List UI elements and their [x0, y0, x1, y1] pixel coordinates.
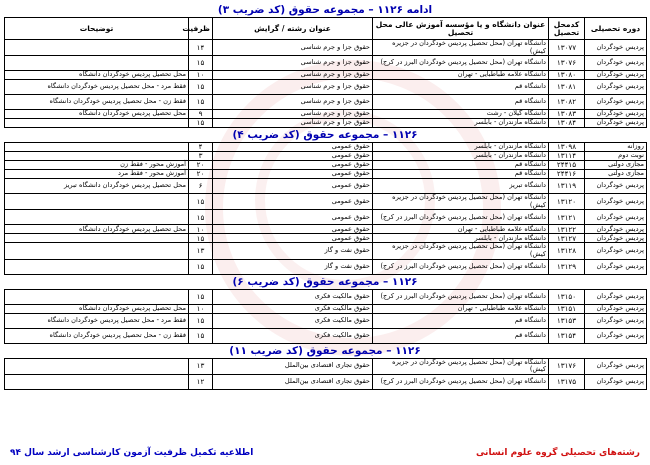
cell-cap: ۱۵: [189, 56, 213, 71]
cell-field: حقوق جزا و جرم شناسی: [213, 56, 373, 71]
cell-desc: محل تحصیل پردیس خودگردان دانشگاه تبریز: [5, 179, 189, 194]
table-row: [5, 170, 647, 179]
cell-course: مجازی دولتی: [585, 170, 647, 179]
cell-univ: دانشگاه قم: [373, 95, 549, 110]
cell-course: پردیس خودگردان: [585, 179, 647, 194]
cell-univ: دانشگاه تهران (محل تحصیل پردیس خودگردان البرز در کرج): [373, 210, 549, 225]
cell-course: پردیس خودگردان: [585, 194, 647, 210]
table-row: [5, 374, 647, 389]
cell-desc: آموزش محور - فقط مرد: [5, 170, 189, 179]
cell-univ: دانشگاه تهران (محل تحصیل پردیس خودگردان البرز در کرج): [373, 56, 549, 71]
cell-desc: [5, 210, 189, 225]
header-code: کدمحل تحصیل: [549, 18, 585, 40]
cell-univ: دانشگاه مازندران - بابلسر: [373, 119, 549, 128]
cell-desc: فقط زن - محل تحصیل پردیس خودگردان دانشگاه: [5, 95, 189, 110]
cell-univ: دانشگاه گیلان - رشت: [373, 110, 549, 119]
cell-cap: ۱۰: [189, 225, 213, 234]
cell-code: ۱۳۱۲۱: [549, 210, 585, 225]
cell-univ: دانشگاه تهران (محل تحصیل پردیس خودگردان در جزیره کیش): [373, 358, 549, 374]
cell-desc: آموزش محور - فقط زن: [5, 161, 189, 170]
cell-code: ۱۳۱۲۸: [549, 243, 585, 259]
cell-desc: محل تحصیل پردیس خودگردان دانشگاه: [5, 225, 189, 234]
table-row: [5, 119, 647, 128]
cell-univ: دانشگاه قم: [373, 80, 549, 95]
cell-course: پردیس خودگردان: [585, 95, 647, 110]
cell-univ: دانشگاه علامه طباطبایی - تهران: [373, 304, 549, 313]
table-row: [5, 210, 647, 225]
table-row: [5, 289, 647, 304]
cell-univ: دانشگاه تهران (محل تحصیل پردیس خودگردان در جزیره کیش): [373, 194, 549, 210]
table-row: [5, 80, 647, 95]
table-row: [5, 225, 647, 234]
cell-course: پردیس خودگردان: [585, 71, 647, 80]
cell-field: حقوق عمومی: [213, 210, 373, 225]
table-row: [5, 40, 647, 56]
cell-field: حقوق مالکیت فکری: [213, 304, 373, 313]
cell-field: حقوق عمومی: [213, 143, 373, 152]
cell-code: ۱۳۱۲۰: [549, 194, 585, 210]
table-row: [5, 143, 647, 152]
cell-cap: ۱۵: [189, 328, 213, 343]
cell-desc: محل تحصیل پردیس خودگردان دانشگاه: [5, 71, 189, 80]
capacity-table: [4, 358, 647, 390]
cell-desc: [5, 289, 189, 304]
cell-course: پردیس خودگردان: [585, 40, 647, 56]
cell-field: حقوق جزا و جرم شناسی: [213, 40, 373, 56]
cell-desc: [5, 243, 189, 259]
cell-cap: ۱۵: [189, 95, 213, 110]
cell-univ: دانشگاه علامه طباطبایی - تهران: [373, 225, 549, 234]
cell-univ: دانشگاه تبریز: [373, 179, 549, 194]
table-row: [5, 313, 647, 328]
cell-univ: دانشگاه تهران (محل تحصیل پردیس خودگردان البرز در کرج): [373, 289, 549, 304]
cell-cap: ۴: [189, 143, 213, 152]
cell-cap: ۱۰: [189, 71, 213, 80]
cell-code: ۱۳۱۲۷: [549, 234, 585, 243]
cell-field: حقوق جزا و جرم شناسی: [213, 95, 373, 110]
table-row: [5, 358, 647, 374]
cell-cap: ۲۰: [189, 170, 213, 179]
cell-univ: دانشگاه قم: [373, 161, 549, 170]
cell-desc: محل تحصیل پردیس خودگردان دانشگاه: [5, 304, 189, 313]
cell-univ: دانشگاه تهران (محل تحصیل پردیس خودگردان البرز در کرج): [373, 259, 549, 274]
header-univ: عنوان دانشگاه و یا مؤسسه آموزش عالی محل تحصیل: [373, 18, 549, 40]
cell-cap: ۱۵: [189, 289, 213, 304]
cell-field: حقوق مالکیت فکری: [213, 289, 373, 304]
cell-course: پردیس خودگردان: [585, 56, 647, 71]
cell-desc: [5, 358, 189, 374]
cell-cap: ۱۵: [189, 80, 213, 95]
cell-field: حقوق عمومی: [213, 152, 373, 161]
cell-desc: [5, 143, 189, 152]
table-row: [5, 161, 647, 170]
cell-course: پردیس خودگردان: [585, 80, 647, 95]
cell-desc: [5, 119, 189, 128]
cell-course: پردیس خودگردان: [585, 374, 647, 389]
cell-code: ۲۴۴۱۵: [549, 161, 585, 170]
capacity-table: [4, 17, 647, 128]
cell-code: ۱۳۱۱۹: [549, 179, 585, 194]
cell-code: ۱۳۰۸۲: [549, 95, 585, 110]
cell-desc: [5, 194, 189, 210]
table-row: [5, 56, 647, 71]
cell-field: حقوق تجاری اقتصادی بین‌الملل: [213, 374, 373, 389]
cell-univ: دانشگاه مازندران - بابلسر: [373, 143, 549, 152]
cell-desc: فقط مرد - محل تحصیل پردیس خودگردان دانشگاه: [5, 80, 189, 95]
header-desc: توضیحات: [5, 18, 189, 40]
cell-cap: ۱۵: [189, 210, 213, 225]
cell-field: حقوق عمومی: [213, 161, 373, 170]
cell-course: پردیس خودگردان: [585, 110, 647, 119]
cell-course: پردیس خودگردان: [585, 259, 647, 274]
cell-field: حقوق نفت و گاز: [213, 243, 373, 259]
cell-code: ۱۳۰۸۳: [549, 110, 585, 119]
cell-univ: دانشگاه تهران (محل تحصیل پردیس خودگردان البرز در کرج): [373, 374, 549, 389]
footer-notice-title: اطلاعیه تکمیل ظرفیت آزمون کارشناسی ارشد سال ۹۴: [10, 448, 254, 458]
cell-cap: ۱۵: [189, 119, 213, 128]
cell-field: حقوق عمومی: [213, 225, 373, 234]
cell-field: حقوق عمومی: [213, 194, 373, 210]
cell-course: پردیس خودگردان: [585, 225, 647, 234]
cell-cap: ۱۵: [189, 259, 213, 274]
cell-field: حقوق مالکیت فکری: [213, 328, 373, 343]
cell-desc: [5, 56, 189, 71]
header-field: عنوان رشته / گرایش: [213, 18, 373, 40]
cell-cap: ۱۵: [189, 194, 213, 210]
section-title: ۱۱۲۶ – مجموعه حقوق (کد ضریب ۶): [232, 275, 418, 288]
table-row: [5, 304, 647, 313]
cell-desc: [5, 40, 189, 56]
cell-cap: ۱۴: [189, 40, 213, 56]
table-row: [5, 259, 647, 274]
cell-univ: دانشگاه مازندران - بابلسر: [373, 152, 549, 161]
cell-desc: فقط زن - محل تحصیل پردیس خودگردان دانشگاه: [5, 328, 189, 343]
capacity-table: [4, 289, 647, 344]
cell-univ: دانشگاه قم: [373, 313, 549, 328]
cell-univ: دانشگاه علامه طباطبایی - تهران: [373, 71, 549, 80]
cell-univ: دانشگاه قم: [373, 328, 549, 343]
cell-cap: ۱۵: [189, 234, 213, 243]
cell-univ: دانشگاه قم: [373, 170, 549, 179]
page-footer: [4, 448, 646, 462]
cell-field: حقوق تجاری اقتصادی بین‌الملل: [213, 358, 373, 374]
cell-cap: ۲۰: [189, 161, 213, 170]
cell-code: ۱۳۱۲۲: [549, 225, 585, 234]
header-cap: ظرفیت: [189, 18, 213, 40]
cell-code: ۱۳۰۹۸: [549, 143, 585, 152]
cell-field: حقوق مالکیت فکری: [213, 313, 373, 328]
cell-course: نوبت دوم: [585, 152, 647, 161]
cell-desc: محل تحصیل پردیس خودگردان دانشگاه: [5, 110, 189, 119]
cell-field: حقوق عمومی: [213, 170, 373, 179]
header-course: دوره تحصیلی: [585, 18, 647, 40]
cell-cap: ۳: [189, 152, 213, 161]
cell-field: حقوق نفت و گاز: [213, 259, 373, 274]
cell-cap: ۱۵: [189, 313, 213, 328]
cell-cap: ۱۲: [189, 374, 213, 389]
cell-course: پردیس خودگردان: [585, 313, 647, 328]
section-title: ۱۱۲۶ – مجموعه حقوق (کد ضریب ۴): [232, 129, 418, 142]
cell-course: پردیس خودگردان: [585, 328, 647, 343]
cell-cap: ۱۳: [189, 358, 213, 374]
table-row: [5, 95, 647, 110]
table-header-row: [5, 18, 647, 40]
cell-field: حقوق جزا و جرم شناسی: [213, 71, 373, 80]
cell-course: پردیس خودگردان: [585, 358, 647, 374]
cell-cap: ۶: [189, 179, 213, 194]
cell-cap: ۹: [189, 110, 213, 119]
cell-course: پردیس خودگردان: [585, 243, 647, 259]
cell-field: حقوق جزا و جرم شناسی: [213, 110, 373, 119]
table-row: [5, 71, 647, 80]
cell-field: حقوق عمومی: [213, 234, 373, 243]
footer-group-title: رشته‌های تحصیلی گروه علوم انسانی: [475, 448, 640, 458]
cell-code: ۱۳۱۵۴: [549, 328, 585, 343]
cell-field: حقوق جزا و جرم شناسی: [213, 119, 373, 128]
cell-univ: دانشگاه مازندران - بابلسر: [373, 234, 549, 243]
cell-course: پردیس خودگردان: [585, 210, 647, 225]
cell-code: ۱۳۱۲۹: [549, 259, 585, 274]
document-page: [4, 3, 646, 390]
cell-cap: ۱۰: [189, 304, 213, 313]
cell-code: ۱۳۱۵۳: [549, 313, 585, 328]
cell-desc: [5, 374, 189, 389]
table-row: [5, 152, 647, 161]
cell-cap: ۱۳: [189, 243, 213, 259]
cell-course: پردیس خودگردان: [585, 234, 647, 243]
cell-course: پردیس خودگردان: [585, 119, 647, 128]
cell-code: ۱۳۰۷۶: [549, 56, 585, 71]
cell-code: ۲۴۴۱۶: [549, 170, 585, 179]
cell-code: ۱۳۱۵۱: [549, 304, 585, 313]
cell-desc: [5, 234, 189, 243]
cell-code: ۱۳۰۷۷: [549, 40, 585, 56]
cell-code: ۱۳۰۸۴: [549, 119, 585, 128]
table-row: [5, 328, 647, 343]
cell-course: روزانه: [585, 143, 647, 152]
cell-code: ۱۳۱۷۵: [549, 374, 585, 389]
table-row: [5, 234, 647, 243]
cell-code: ۱۳۰۸۰: [549, 71, 585, 80]
cell-course: پردیس خودگردان: [585, 289, 647, 304]
cell-desc: [5, 259, 189, 274]
table-row: [5, 194, 647, 210]
table-row: [5, 110, 647, 119]
cell-desc: فقط مرد - محل تحصیل پردیس خودگردان دانشگاه: [5, 313, 189, 328]
capacity-table: [4, 142, 647, 274]
cell-univ: دانشگاه تهران (محل تحصیل پردیس خودگردان در جزیره کیش): [373, 243, 549, 259]
cell-code: ۱۳۱۷۶: [549, 358, 585, 374]
cell-course: مجازی دولتی: [585, 161, 647, 170]
table-row: [5, 243, 647, 259]
section-title: ۱۱۲۶ – مجموعه حقوق (کد ضریب ۱۱): [229, 344, 421, 357]
cell-code: ۱۳۰۸۱: [549, 80, 585, 95]
cell-field: حقوق جزا و جرم شناسی: [213, 80, 373, 95]
cell-code: ۱۳۱۵۰: [549, 289, 585, 304]
section-title: ادامه ۱۱۲۶ – مجموعه حقوق (کد ضریب ۳): [217, 4, 433, 16]
cell-field: حقوق عمومی: [213, 179, 373, 194]
cell-code: ۱۳۱۱۴: [549, 152, 585, 161]
table-row: [5, 179, 647, 194]
cell-univ: دانشگاه تهران (محل تحصیل پردیس خودگردان در جزیره کیش): [373, 40, 549, 56]
cell-course: پردیس خودگردان: [585, 304, 647, 313]
